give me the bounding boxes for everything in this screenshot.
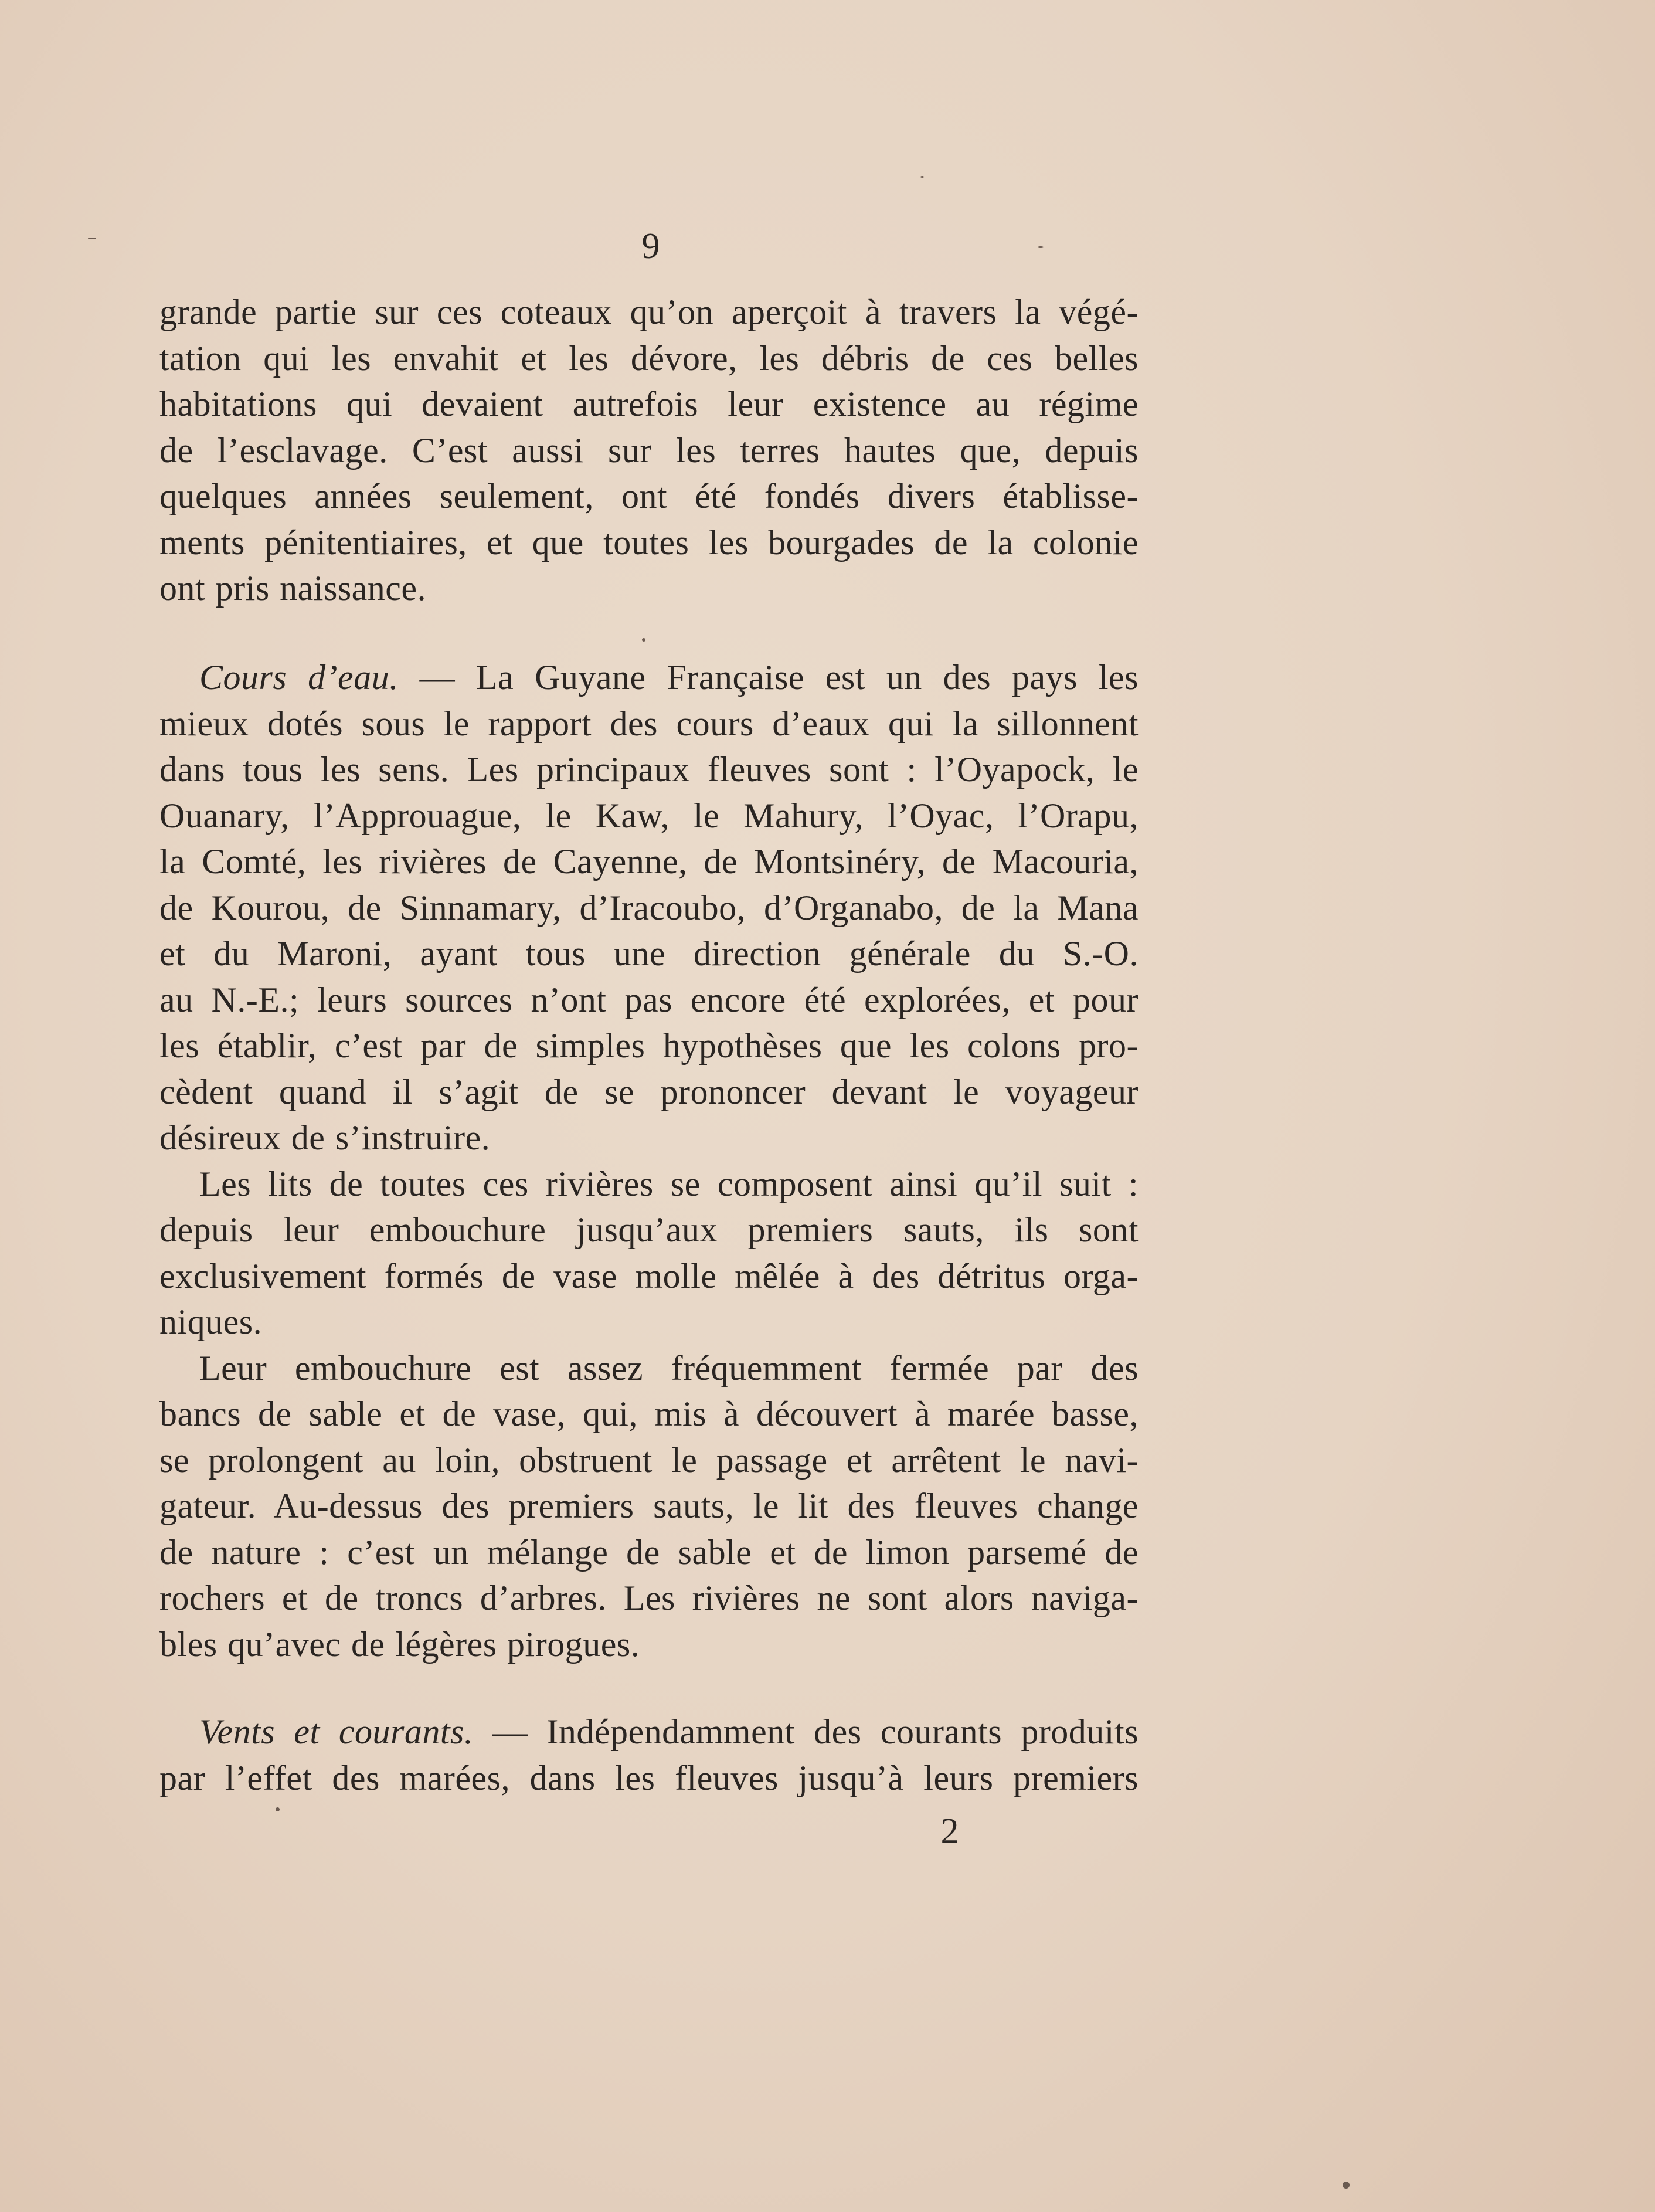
text-line: par l’effet des marées, dans les fleuves jusqu’à leurs premiers	[159, 1758, 1139, 1797]
text-line: tation qui les envahit et les dévore, les débris de ces belles	[159, 338, 1139, 378]
text-line: rochers et de troncs d’arbres. Les rivières ne sont alors naviga-	[159, 1579, 1139, 1617]
section-first-line	[159, 1709, 1139, 1755]
text-line: gateur. Au-dessus des premiers sauts, le lit des fleuves change	[159, 1487, 1139, 1525]
section-heading: Vents et courants.	[199, 1712, 474, 1751]
text-line: la Comté, les rivières de Cayenne, de Montsinéry, de Macouria,	[159, 842, 1139, 881]
paper-speck	[1038, 246, 1044, 248]
section-first-line	[159, 654, 1139, 701]
text-line: exclusivement formés de vase molle mêlée à des détritus orga-	[159, 1256, 1139, 1295]
text-line: mieux dotés sous le rapport des cours d’eaux qui la sillonnent	[159, 704, 1139, 743]
section-heading: Cours d’eau.	[199, 658, 399, 697]
text-line: grande partie sur ces coteaux qu’on aperçoit à travers la végé-	[159, 293, 1139, 331]
text-line: Les lits de toutes ces rivières se composent ainsi qu’il suit :	[199, 1164, 1139, 1203]
text-line: de l’esclavage. C’est aussi sur les terres hautes que, depuis	[159, 430, 1139, 470]
text-line: ont pris naissance.	[159, 569, 427, 608]
text-line: de nature : c’est un mélange de sable et de limon parsemé de	[159, 1532, 1139, 1572]
text-line: de Kourou, de Sinnamary, d’Iracoubo, d’Organabo, de la Mana	[159, 888, 1139, 927]
text-line: se prolongent au loin, obstruent le passage et arrêtent le navi-	[159, 1440, 1139, 1480]
paper-speck	[1343, 2182, 1350, 2189]
text-line: ments pénitentiaires, et que toutes les bourgades de la colonie	[159, 523, 1139, 562]
text-line: quelques années seulement, ont été fondés divers établisse-	[159, 477, 1139, 515]
text-line: dans tous les sens. Les principaux fleuves sont : l’Oyapock, le	[159, 750, 1139, 789]
text-line: Ouanary, l’Approuague, le Kaw, le Mahury, l’Oyac, l’Orapu,	[159, 796, 1139, 835]
paper-speck	[642, 638, 645, 642]
text-line: bancs de sable et de vase, qui, mis à découvert à marée basse,	[159, 1395, 1139, 1433]
signature-mark: 2	[940, 1811, 959, 1851]
text-line: bles qu’avec de légères pirogues.	[159, 1624, 640, 1664]
section-cours-d-eau	[159, 654, 1139, 1667]
text-fragment: — La Guyane Française est un des pays les	[398, 658, 1139, 697]
text-line: cèdent quand il s’agit de se prononcer devant le voyageur	[159, 1072, 1139, 1111]
section-vents-et-courants	[159, 1709, 1139, 1801]
text-line: et du Maroni, ayant tous une direction générale du S.-O.	[159, 934, 1139, 973]
paper-speck	[276, 1807, 280, 1811]
text-line: depuis leur embouchure jusqu’aux premiers sauts, ils sont	[159, 1210, 1139, 1249]
paper-speck	[920, 176, 924, 178]
text-line: Leur embouchure est assez fréquemment fermée par des	[199, 1348, 1139, 1387]
text-line: les établir, c’est par de simples hypothèses que les colons pro-	[159, 1026, 1139, 1065]
text-line: désireux de s’instruire.	[159, 1118, 491, 1157]
page-number: 9	[641, 226, 660, 266]
text-fragment: — Indépendamment des courants produits	[473, 1712, 1139, 1751]
paragraph-terres-hautes	[159, 289, 1139, 612]
text-line: niques.	[159, 1302, 263, 1341]
text-line: au N.-E.; leurs sources n’ont pas encore été explorées, et pour	[159, 980, 1139, 1019]
paper-speck	[88, 238, 96, 239]
text-line: habitations qui devaient autrefois leur existence au régime	[159, 385, 1139, 423]
